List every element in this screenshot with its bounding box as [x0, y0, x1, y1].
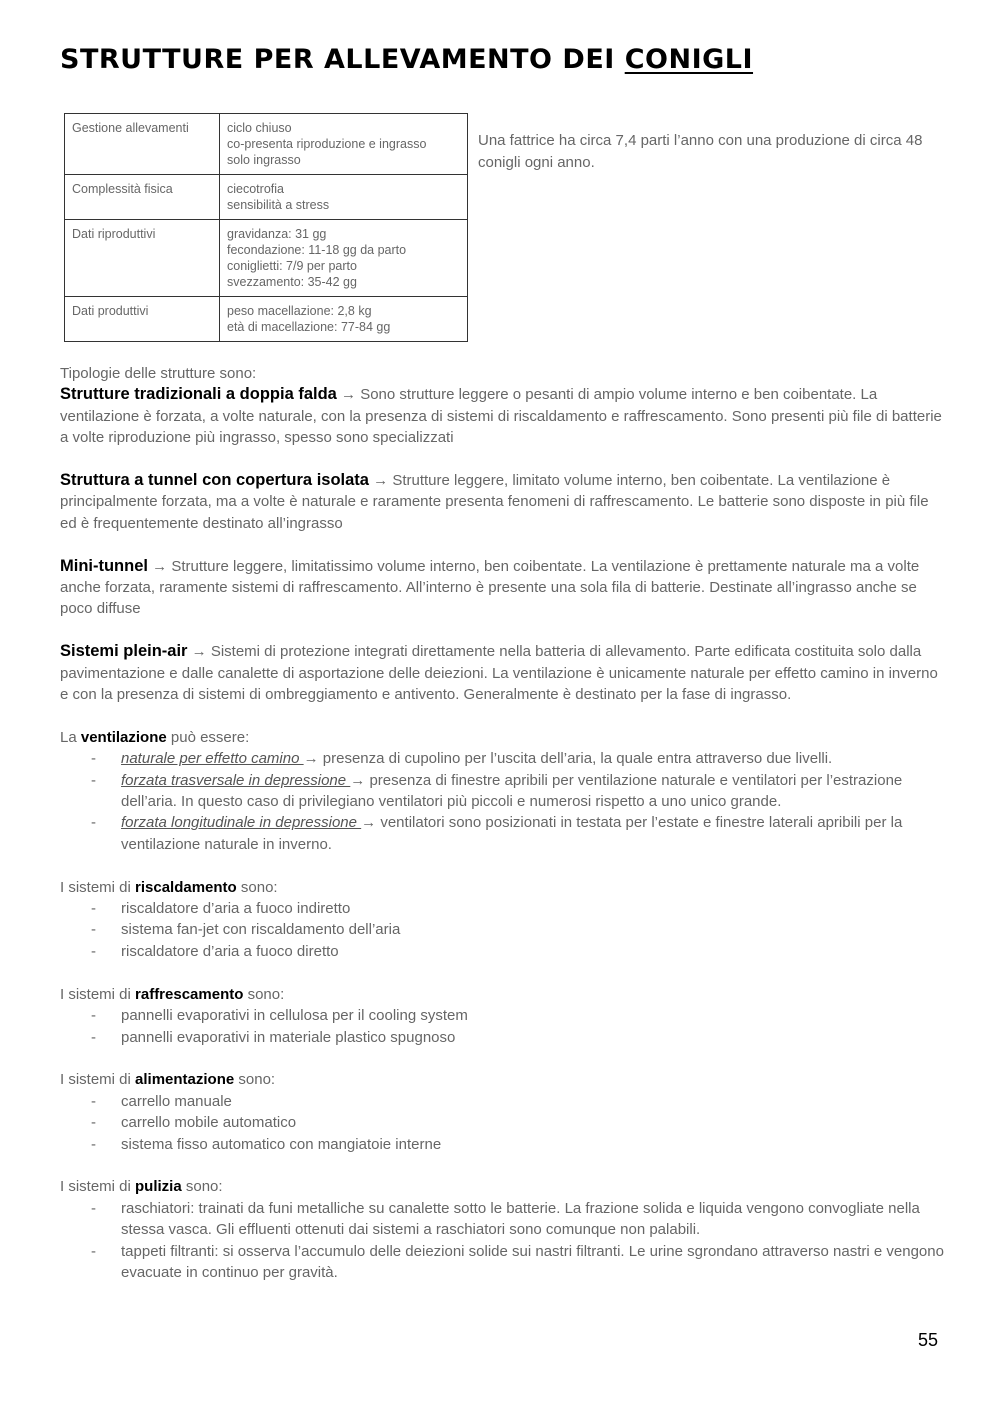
section-intro-pre: La	[60, 728, 81, 746]
table-value: sensibilità a stress	[227, 198, 330, 212]
list-item: - sistema fisso automatico con mangiatoie interne	[60, 1134, 945, 1155]
table-cell-label: Complessità fisica	[65, 175, 220, 220]
table-row	[65, 297, 468, 342]
title-main: STRUTTURE PER ALLEVAMENTO DEI	[60, 44, 625, 75]
table-value: svezzamento: 35-42 gg	[227, 275, 357, 289]
structure-heading: Struttura a tunnel con copertura isolata	[60, 471, 369, 490]
section-intro-pre: I sistemi di	[60, 1178, 136, 1196]
table-cell-values	[220, 114, 468, 175]
feeding-list	[60, 1091, 945, 1155]
table-value: solo ingrasso	[227, 153, 301, 167]
section-intro-pre: I sistemi di	[60, 985, 136, 1003]
table-cell-label: Dati riproduttivi	[65, 220, 220, 297]
table-cell-label: Dati produttivi	[65, 297, 220, 342]
structure-paragraph	[60, 384, 945, 448]
table-value: ciclo chiuso	[227, 121, 292, 135]
section-keyword: raffrescamento	[135, 985, 244, 1003]
list-item: - pannelli evaporativi in materiale plastico spugnoso	[60, 1027, 945, 1048]
table-row	[65, 114, 468, 175]
structure-description: Strutture leggere, limitatissimo volume interno, ben coibentate. La ventilazione è prettamente naturale ma a volte anche forzata, raramente sistemi di raffrescamento. All’interno è presente una sola fila di batterie. Destinate all’ingrasso anche se poco diffuse	[60, 557, 920, 618]
structure-heading: Sistemi plein-air	[60, 642, 188, 661]
table-value: peso macellazione: 2,8 kg	[227, 304, 372, 318]
section-intro-post: sono:	[243, 985, 285, 1003]
rabbit-data-table	[64, 113, 468, 342]
table-cell-values	[220, 297, 468, 342]
list-item-text: → presenza di cupolino per l’uscita dell’aria, la quale entra attraverso due livelli.	[303, 750, 833, 768]
table-value: gravidanza: 31 gg	[227, 227, 327, 241]
table-value: co-presenta riproduzione e ingrasso	[227, 137, 427, 151]
section-intro-post: sono:	[234, 1071, 276, 1089]
arrow-glyph: →	[187, 643, 211, 661]
section-keyword: ventilazione	[80, 728, 167, 746]
list-item-term: naturale per effetto camino	[121, 750, 304, 768]
list-item: - tappeti filtranti: si osserva l’accumulo delle deiezioni solide sui nastri filtranti. Le urine sgrondano attraverso nastri e vengono evacuate in continuo per gravità.	[60, 1241, 945, 1284]
list-item-term: forzata trasversale in depressione	[121, 771, 351, 789]
section-keyword: alimentazione	[135, 1071, 235, 1089]
table-cell-values	[220, 220, 468, 297]
structure-description: Sistemi di protezione integrati direttamente nella batteria di allevamento. Parte edificata costituita solo dalla pavimentazione e dalle canalette di asportazione delle deiezioni. La ventilazione è unicamente naturale per effetto camino in inverno e con la presenza di sistemi di ombreggiamento e antivento. Generalmente è destinato per la fase di ingrasso.	[60, 643, 938, 704]
section-intro-cleaning	[60, 1176, 945, 1197]
list-item	[60, 770, 945, 813]
table-value: coniglietti: 7/9 per parto	[227, 259, 357, 273]
section-intro-cooling	[60, 984, 945, 1005]
table-cell-values	[220, 175, 468, 220]
cleaning-list	[60, 1198, 945, 1284]
structure-description: Sono strutture leggere o pesanti di ampio volume interno e ben coibentate. La ventilazione è forzata, a volte naturale, con la presenza di sistemi di riscaldamento e raffrescamento. Sono presenti più file di batterie a volte riproduzione più ingrasso, spesso sono specializzati	[60, 386, 942, 447]
main-text	[60, 363, 945, 1283]
list-item	[60, 812, 945, 855]
table-value: età di macellazione: 77-84 gg	[227, 320, 391, 334]
page-number: 55	[918, 1330, 939, 1350]
section-intro-feeding	[60, 1069, 945, 1090]
list-item: - riscaldatore d’aria a fuoco indiretto	[60, 898, 945, 919]
section-intro-pre: I sistemi di	[60, 1071, 136, 1089]
list-item-term: forzata longitudinale in depressione	[121, 814, 362, 832]
list-item: - raschiatori: trainati da funi metalliche su canalette sotto le batterie. La frazione solida e liquida vengono convogliate nella stessa vasca. Gli effluenti ottenuti dai sistemi a raschiatori sono comunque non palabili.	[60, 1198, 945, 1241]
structure-paragraph	[60, 470, 945, 534]
table-cell-label: Gestione allevamenti	[65, 114, 220, 175]
title-underlined-word: CONIGLI	[624, 44, 754, 75]
section-intro-post: sono:	[236, 878, 278, 896]
section-keyword: riscaldamento	[135, 878, 237, 896]
section-intro-heating	[60, 877, 945, 898]
page-title	[60, 44, 753, 75]
ventilation-list	[60, 748, 945, 855]
section-keyword: pulizia	[135, 1178, 182, 1196]
list-item: - carrello manuale	[60, 1091, 945, 1112]
table-value: ciecotrofia	[227, 182, 284, 196]
side-note: Una fattrice ha circa 7,4 parti l’anno con una produzione di circa 48 conigli ogni anno.	[478, 132, 923, 171]
arrow-glyph: →	[368, 472, 393, 490]
arrow-glyph: →	[147, 557, 172, 575]
list-item: - carrello mobile automatico	[60, 1112, 945, 1133]
section-intro-pre: I sistemi di	[60, 878, 136, 896]
list-item: - sistema fan-jet con riscaldamento dell’aria	[60, 919, 945, 940]
cooling-list	[60, 1005, 945, 1048]
structure-paragraph	[60, 641, 945, 705]
arrow-glyph: →	[336, 386, 361, 404]
heating-list	[60, 898, 945, 962]
section-intro-post: sono:	[181, 1178, 223, 1196]
list-item	[60, 748, 945, 769]
structure-heading: Strutture tradizionali a doppia falda	[60, 385, 337, 404]
list-item-text: → ventilatori sono posizionati in testata per l’estate e finestre laterali apribili per la ventilazione naturale in inverno.	[121, 814, 903, 853]
table-row	[65, 175, 468, 220]
section-intro-ventilation	[60, 727, 945, 748]
intro-text: Tipologie delle strutture sono:	[60, 365, 257, 382]
list-item: - pannelli evaporativi in cellulosa per il cooling system	[60, 1005, 945, 1026]
structure-description: Strutture leggere, limitato volume interno, ben coibentate. La ventilazione è principalmente forzata, ma a volte è naturale e raramente presenta fenomeni di raffrescamento. Le batterie sono disposte in più file ed è frequentemente destinato all’ingrasso	[60, 472, 929, 532]
section-intro-post: può essere:	[166, 728, 250, 746]
list-item: - riscaldatore d’aria a fuoco diretto	[60, 941, 945, 962]
structure-paragraph	[60, 556, 945, 620]
structure-heading: Mini-tunnel	[60, 556, 148, 575]
list-item-text: → presenza di finestre apribili per ventilazione naturale e ventilatori per l’estrazione dell’aria. In questo caso di privilegiano ventilatori più piccoli e numerosi rispetto a uno unico grande.	[121, 771, 903, 811]
table-value: fecondazione: 11-18 gg da parto	[227, 243, 407, 257]
table-row	[65, 220, 468, 297]
